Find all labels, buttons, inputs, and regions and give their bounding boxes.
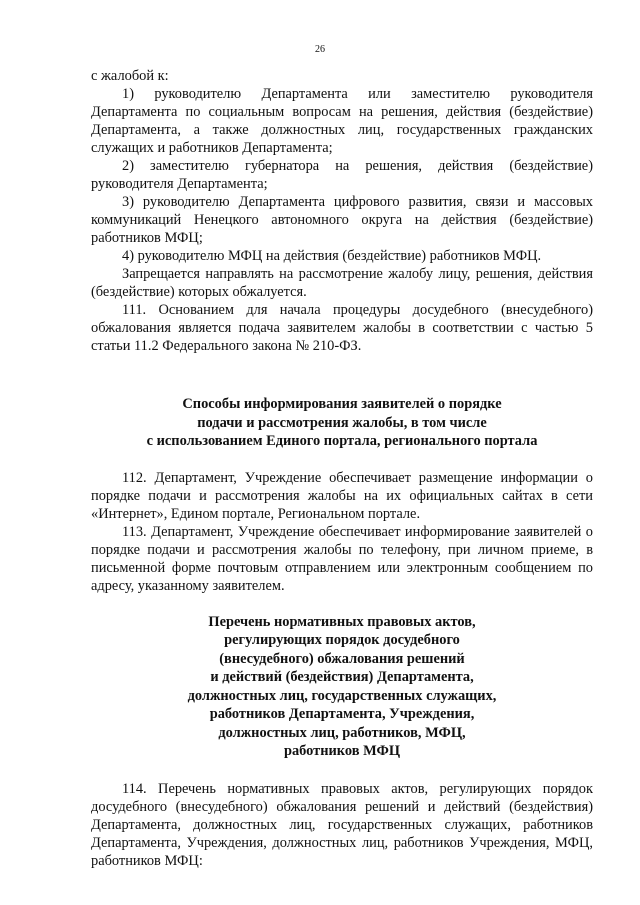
heading-line: (внесудебного) обжалования решений	[219, 650, 465, 667]
paragraph-item-3: 3) руководителю Департамента цифрового развития, связи и массовых коммуникаций Ненецкого автономного округа на действия (бездействие) работников МФЦ;	[91, 194, 593, 246]
heading-line: должностных лиц, государственных служащих,	[187, 687, 497, 704]
heading-line: с использованием Единого портала, регионального портала	[146, 433, 538, 449]
paragraph-114: 114. Перечень нормативных правовых актов, регулирующих порядок досудебного (внесудебного) обжалования решений и действий (бездействия) Департамента, должностных лиц, государственных служащих, работников Департамента, Учреждения, должностных лиц, работников Учреждения, МФЦ, работников МФЦ:	[91, 780, 593, 869]
section-heading-legal-acts	[91, 613, 593, 761]
heading-line: работников МФЦ	[283, 743, 401, 759]
paragraph-item-1: 1) руководителю Департамента или заместителю руководителя Департамента по социальным вопросам на решения, действия (бездействие) Департамента, а также должностных лиц, государственных гражданских служащих и работников Департамента;	[91, 86, 593, 156]
heading-line: регулирующих порядок досудебного	[224, 632, 460, 648]
paragraph-item-4: 4) руководителю МФЦ на действия (бездействие) работников МФЦ.	[122, 248, 542, 264]
heading-line: Способы информирования заявителей о порядке	[182, 396, 502, 412]
heading-line: должностных лиц, работников, МФЦ,	[218, 724, 466, 741]
paragraph-prohibition: Запрещается направлять на рассмотрение жалобу лицу, решения, действия (бездействие) которых обжалуется.	[91, 266, 593, 300]
page-number: 26	[315, 44, 325, 55]
paragraph-112: 112. Департамент, Учреждение обеспечивает размещение информации о порядке подачи и рассмотрения жалобы на их официальных сайтах в сети «Интернет», Едином портале, Региональном портале.	[91, 469, 593, 522]
section-heading-informing	[91, 395, 593, 451]
paragraph-intro: с жалобой к:	[91, 68, 169, 84]
paragraph-111: 111. Основанием для начала процедуры досудебного (внесудебного) обжалования является подача заявителем жалобы в соответствии с частью 5 статьи 11.2 Федерального закона № 210-ФЗ.	[91, 302, 593, 354]
paragraph-item-2: 2) заместителю губернатора на решения, действия (бездействие) руководителя Департамента;	[91, 158, 593, 192]
heading-line: Перечень нормативных правовых актов,	[208, 613, 476, 630]
heading-line: и действий (бездействия) Департамента,	[210, 669, 474, 685]
document-body	[91, 67, 593, 870]
paragraph-113: 113. Департамент, Учреждение обеспечивает информирование заявителей о порядке подачи и рассмотрения жалобы по телефону, при личном приеме, в письменной форме почтовым отправлением или электронным сообщением по адресу, указанному заявителем.	[91, 523, 593, 594]
heading-line: подачи и рассмотрения жалобы, в том числе	[197, 414, 487, 431]
heading-line: работников Департамента, Учреждения,	[209, 706, 475, 722]
